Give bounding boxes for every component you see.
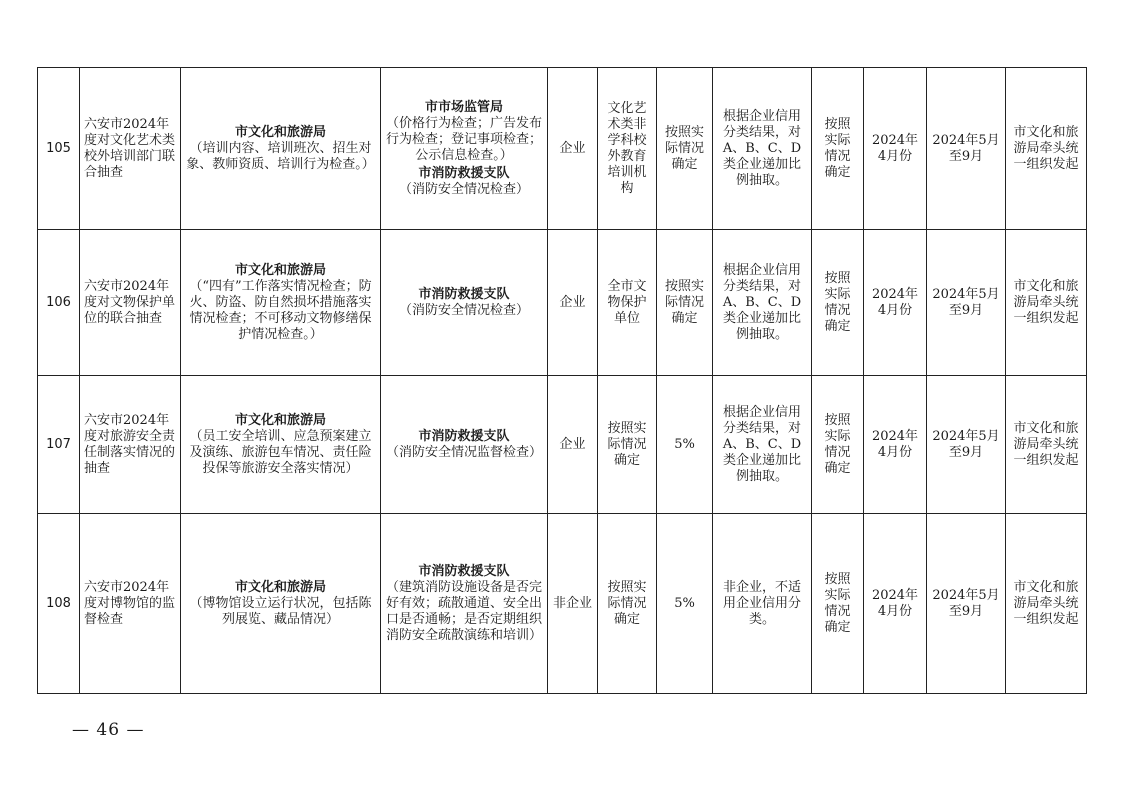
page-number: — 46 — [72, 720, 145, 740]
partner-dept-cell [381, 376, 548, 514]
partner-detail: （建筑消防设施设备是否完好有效；疏散通道、安全出口是否通畅；是否定期组织消防安全疏散演练和培训） [385, 579, 542, 643]
frequency: 按照实际情况确定 [812, 68, 864, 230]
partner-agency: 市消防救援支队 [418, 165, 510, 181]
scope: 按照实际情况确定 [598, 514, 657, 694]
lead-dept-cell [181, 514, 381, 694]
scope: 全市文物保护单位 [598, 230, 657, 376]
period: 2024年5月至9月 [927, 376, 1006, 514]
entity-type: 企业 [548, 68, 598, 230]
partner-detail: （消防安全情况检查） [398, 181, 529, 197]
start-time: 2024年4月份 [864, 68, 927, 230]
lead-detail: （员工安全培训、应急预案建立及演练、旅游包车情况、责任险投保等旅游安全落实情况） [189, 428, 372, 476]
task-name: 六安市2024年度对文物保护单位的联合抽查 [80, 230, 181, 376]
period: 2024年5月至9月 [927, 230, 1006, 376]
task-name: 六安市2024年度对文化艺术类校外培训部门联合抽查 [80, 68, 181, 230]
task-name: 六安市2024年度对博物馆的监督检查 [80, 514, 181, 694]
row-seq: 105 [38, 68, 80, 230]
table-row [38, 230, 1087, 376]
lead-detail: （“四有”工作落实情况检查；防火、防盗、防自然损坏措施落实情况检查；不可移动文物修缮保护情况检查。） [189, 278, 372, 342]
note: 市文化和旅游局牵头统一组织发起 [1006, 68, 1087, 230]
row-seq: 108 [38, 514, 80, 694]
partner-detail: （价格行为检查；广告发布行为检查；登记事项检查；公示信息检查。） [385, 115, 542, 163]
inspection-table [37, 67, 1087, 694]
period: 2024年5月至9月 [927, 514, 1006, 694]
partner-agency: 市市场监管局 [424, 99, 503, 115]
partner-detail: （消防安全情况检查） [398, 302, 529, 318]
scope: 文化艺术类非学科校外教育培训机构 [598, 68, 657, 230]
partner-dept-cell [381, 514, 548, 694]
row-seq: 107 [38, 376, 80, 514]
partner-detail: （消防安全情况监督检查） [385, 444, 542, 460]
method: 根据企业信用分类结果，对A、B、C、D类企业递加比例抽取。 [713, 230, 812, 376]
lead-dept-cell [181, 230, 381, 376]
entity-type: 企业 [548, 376, 598, 514]
ratio: 按照实际情况确定 [657, 68, 713, 230]
lead-agency: 市文化和旅游局 [234, 412, 326, 428]
method: 根据企业信用分类结果，对A、B、C、D类企业递加比例抽取。 [713, 68, 812, 230]
lead-agency: 市文化和旅游局 [234, 124, 326, 140]
entity-type: 非企业 [548, 514, 598, 694]
frequency: 按照实际情况确定 [812, 514, 864, 694]
row-seq: 106 [38, 230, 80, 376]
partner-agency: 市消防救援支队 [418, 563, 510, 579]
partner-dept-cell [381, 68, 548, 230]
table-row [38, 514, 1087, 694]
method: 根据企业信用分类结果，对A、B、C、D类企业递加比例抽取。 [713, 376, 812, 514]
table-row [38, 68, 1087, 230]
note: 市文化和旅游局牵头统一组织发起 [1006, 376, 1087, 514]
ratio: 5% [657, 376, 713, 514]
lead-detail: （培训内容、培训班次、招生对象、教师资质、培训行为检查。） [186, 140, 375, 172]
task-name: 六安市2024年度对旅游安全责任制落实情况的抽查 [80, 376, 181, 514]
start-time: 2024年4月份 [864, 514, 927, 694]
lead-dept-cell [181, 376, 381, 514]
note: 市文化和旅游局牵头统一组织发起 [1006, 230, 1087, 376]
frequency: 按照实际情况确定 [812, 376, 864, 514]
partner-agency: 市消防救援支队 [418, 286, 510, 302]
ratio: 5% [657, 514, 713, 694]
entity-type: 企业 [548, 230, 598, 376]
lead-agency: 市文化和旅游局 [234, 262, 326, 278]
table-row [38, 376, 1087, 514]
scope: 按照实际情况确定 [598, 376, 657, 514]
start-time: 2024年4月份 [864, 230, 927, 376]
ratio: 按照实际情况确定 [657, 230, 713, 376]
note: 市文化和旅游局牵头统一组织发起 [1006, 514, 1087, 694]
lead-detail: （博物馆设立运行状况，包括陈列展览、藏品情况） [189, 595, 372, 627]
start-time: 2024年4月份 [864, 376, 927, 514]
frequency: 按照实际情况确定 [812, 230, 864, 376]
partner-agency: 市消防救援支队 [418, 428, 510, 444]
lead-dept-cell [181, 68, 381, 230]
period: 2024年5月至9月 [927, 68, 1006, 230]
method: 非企业，不适用企业信用分类。 [713, 514, 812, 694]
lead-agency: 市文化和旅游局 [234, 579, 326, 595]
partner-dept-cell [381, 230, 548, 376]
